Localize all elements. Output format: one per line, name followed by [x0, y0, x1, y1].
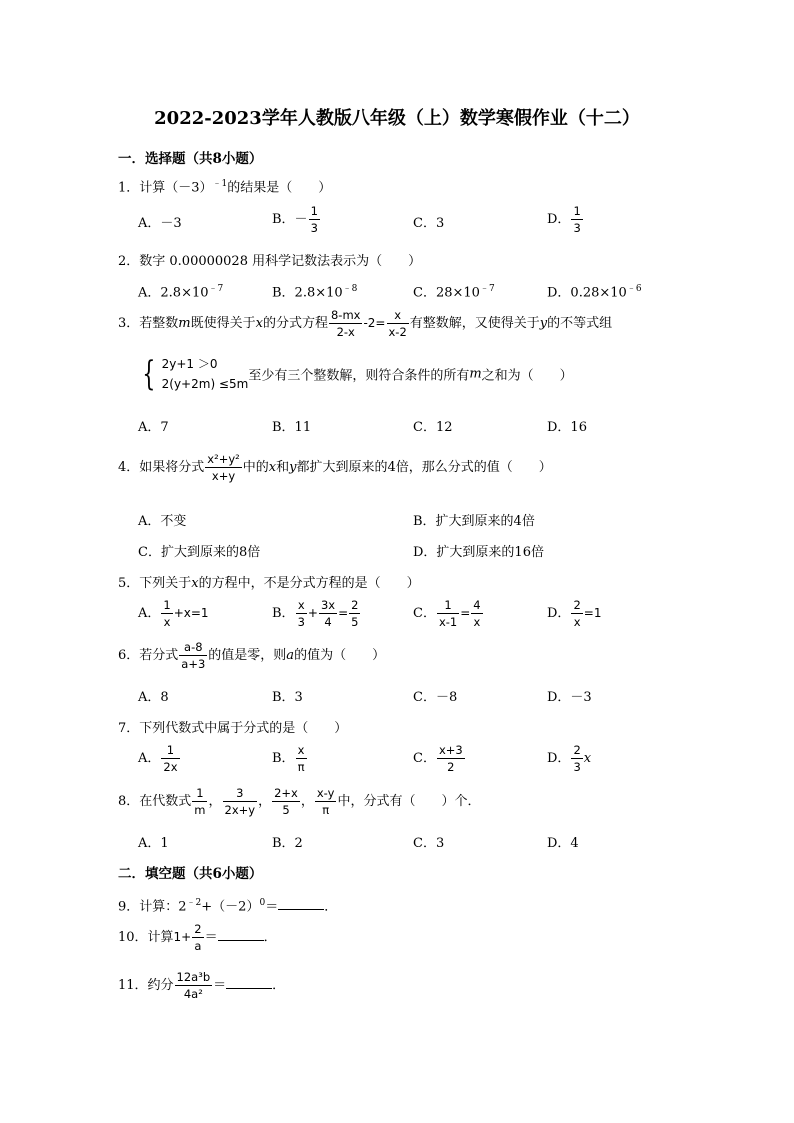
denominator: x-2	[388, 325, 407, 339]
inequality-1: 2y+1 ＞0	[161, 357, 218, 371]
question-6	[118, 640, 385, 671]
var-x: x	[191, 576, 199, 591]
question-1	[118, 176, 331, 195]
denominator: 3	[310, 221, 318, 235]
op: =	[338, 606, 349, 620]
q11-text-b: ＝	[213, 978, 227, 993]
q1-stem-b: 的结果是（ ）	[227, 180, 332, 196]
denominator: 5	[282, 803, 290, 817]
period: ．	[272, 978, 286, 993]
page-title: 2022-2023学年人教版八年级（上）数学寒假作业（十二）	[154, 108, 640, 129]
q10-text-a: 10．计算	[118, 930, 174, 945]
denominator: x	[163, 615, 171, 629]
var-y: y	[289, 460, 297, 475]
denominator: 2x	[163, 760, 178, 774]
answer-blank[interactable]	[218, 940, 264, 941]
q3-text-e: 的不等式组	[547, 316, 613, 331]
fraction	[571, 743, 582, 774]
q3-text-a: 3．若整数	[118, 316, 179, 331]
q2-option-c	[413, 281, 495, 300]
q6-text-b: 的值是零，则	[208, 648, 287, 663]
fraction	[437, 743, 465, 774]
op: =	[460, 606, 471, 620]
var-x: x	[583, 751, 592, 766]
q5-option-c	[413, 598, 484, 629]
q2-d-text: D．0.28×10	[547, 285, 627, 301]
q3-option-b: B．11	[272, 420, 312, 435]
q4-option-b: B．扩大到原来的4倍	[413, 514, 535, 529]
sep: ，	[300, 794, 314, 809]
q4-text-b: 中的	[242, 460, 269, 475]
sep: ，	[258, 794, 272, 809]
q5-text-a: 5．下列关于	[118, 576, 192, 591]
answer-blank[interactable]	[278, 909, 324, 910]
denominator: a+3	[181, 657, 206, 671]
fraction	[161, 598, 172, 629]
denominator: x	[573, 615, 581, 629]
q6-option-c: C．－8	[413, 690, 458, 705]
q5-option-a	[138, 598, 209, 629]
q11-text-a: 11．约分	[118, 978, 174, 993]
q2-option-d	[547, 281, 642, 300]
q9-text-c: ＝	[265, 899, 279, 915]
denominator: 5	[351, 615, 359, 629]
q4-text-d: 都扩大到原来的4倍，那么分式的值（ ）	[296, 460, 552, 475]
left-brace: {	[142, 354, 156, 394]
fraction	[192, 922, 203, 953]
question-8	[118, 786, 480, 817]
denominator: a	[194, 939, 202, 953]
q3-mid: -2=	[363, 316, 386, 330]
var-a: a	[286, 648, 295, 663]
question-11	[118, 970, 285, 1001]
fraction	[571, 598, 582, 629]
numerator: x²+y²	[207, 452, 240, 466]
q6-option-a: A．8	[138, 690, 169, 705]
denominator: 3	[297, 615, 305, 629]
period: ．	[324, 899, 338, 915]
q3-option-a: A．7	[138, 420, 169, 435]
question-3	[118, 308, 612, 339]
numerator: 4	[473, 598, 481, 612]
q1-option-a: A．－3	[138, 216, 182, 231]
q3-text-g: 之和为（ ）	[481, 368, 573, 384]
q4-text-a: 4．如果将分式	[118, 460, 205, 475]
fraction	[296, 598, 307, 629]
q2-c-text: C．28×10	[413, 285, 480, 301]
q5-option-d	[547, 598, 601, 629]
denominator: x+y	[211, 469, 236, 483]
q3-fraction-1	[329, 308, 362, 339]
question-10	[118, 922, 277, 953]
q9-exp-1: ﹣2	[186, 898, 202, 908]
q4-text-c: 和	[276, 460, 290, 475]
q1-exponent: ﹣1	[212, 179, 228, 189]
answer-blank[interactable]	[226, 988, 272, 989]
q3-fraction-2	[387, 308, 409, 339]
q3-option-c: C．12	[413, 420, 453, 435]
q4-fraction	[205, 452, 241, 483]
numerator: 3	[223, 786, 258, 802]
var-x: x	[255, 316, 263, 331]
denominator: π	[322, 803, 330, 817]
q1-option-b-label: B．－	[272, 212, 308, 227]
var-y: y	[539, 316, 548, 331]
denominator: 2x+y	[224, 803, 256, 817]
numerator: x	[387, 308, 409, 324]
question-2: 2．数字 0.00000028 用科学记数法表示为（ ）	[118, 254, 422, 269]
numerator: 2+x	[274, 786, 298, 800]
question-9	[118, 895, 337, 914]
q1-option-d-fraction	[571, 204, 582, 235]
numerator: 3x	[320, 598, 336, 612]
var-x: x	[268, 460, 277, 475]
period: ．	[263, 930, 277, 945]
fraction	[437, 598, 459, 629]
numerator: x	[296, 598, 307, 614]
q3-text-b: 既使得关于	[190, 316, 256, 331]
label: D．	[547, 751, 571, 766]
label: A．	[138, 606, 161, 621]
sep: ，	[208, 794, 222, 809]
rest: +x=1	[173, 606, 209, 620]
numerator: 2	[573, 598, 581, 612]
section-heading-fill: 二．填空题（共6小题）	[118, 866, 263, 882]
q6-text-c: 的值为（ ）	[294, 648, 386, 663]
numerator: 1	[310, 204, 318, 218]
numerator: 2	[351, 598, 359, 612]
denominator: 2	[447, 760, 455, 774]
q4-option-c: C．扩大到原来的8倍	[138, 545, 261, 560]
q3-option-d: D．16	[547, 420, 587, 435]
q6-fraction	[179, 640, 207, 671]
q1-option-d	[547, 204, 584, 235]
q5-option-b	[272, 598, 361, 629]
q6-option-d: D．－3	[547, 690, 592, 705]
q7-option-c	[413, 743, 466, 774]
numerator: 8-mx	[330, 308, 361, 322]
q3-text-d: 有整数解，又使得关于	[409, 316, 540, 331]
label: B．	[272, 606, 295, 621]
q4-option-d: D．扩大到原来的16倍	[413, 545, 544, 560]
q2-a-text: A．2.8×10	[138, 285, 209, 301]
var-m: m	[469, 366, 482, 382]
q9-exp-2: 0	[259, 898, 266, 908]
denominator: 4	[324, 615, 332, 629]
q2-b-text: B．2.8×10	[272, 285, 343, 301]
q1-stem-a: 1．计算（－3）	[118, 180, 213, 196]
inequality-2: 2(y+2m) ≤5m	[161, 377, 249, 391]
q8-text-a: 8．在代数式	[118, 794, 192, 809]
q8-option-a: A．1	[138, 836, 169, 851]
numerator: 2	[194, 922, 202, 936]
denominator: 3	[573, 760, 581, 774]
denominator: π	[297, 760, 305, 774]
var-m: m	[178, 316, 191, 331]
denominator: 3	[573, 221, 581, 235]
fraction	[315, 786, 337, 817]
denominator: x	[473, 615, 481, 629]
question-4	[118, 452, 552, 483]
fraction	[175, 970, 213, 1001]
q1-option-d-label: D．	[547, 212, 571, 227]
q9-text-a: 9．计算：2	[118, 899, 187, 915]
q1-option-c: C．3	[413, 216, 445, 231]
q5-text-b: 的方程中，不是分式方程的是（ ）	[198, 576, 420, 591]
numerator: 1	[161, 743, 179, 759]
fraction	[223, 786, 258, 817]
q7-option-b	[272, 743, 308, 774]
label: C．	[413, 751, 436, 766]
fraction	[349, 598, 360, 629]
q2-option-a	[138, 281, 223, 300]
numerator: 1	[573, 204, 581, 218]
q3-inequality-system-line	[138, 354, 573, 394]
fraction	[296, 743, 307, 774]
q1-option-b-fraction	[309, 204, 320, 235]
fraction	[161, 743, 179, 774]
question-5	[118, 572, 420, 591]
q2-a-exp: ﹣7	[208, 284, 224, 294]
label: C．	[413, 606, 436, 621]
fraction	[319, 598, 337, 629]
numerator: 1	[437, 598, 459, 614]
fraction	[471, 598, 482, 629]
question-7: 7．下列代数式中属于分式的是（ ）	[118, 721, 348, 736]
rest: =1	[583, 606, 602, 620]
q8-option-c: C．3	[413, 836, 445, 851]
inequality-system	[162, 354, 249, 394]
numerator: x	[296, 743, 307, 759]
section-heading-choice: 一．选择题（共8小题）	[118, 151, 263, 167]
q6-text-a: 6．若分式	[118, 648, 179, 663]
q8-text-b: 中，分式有（ ）个．	[337, 794, 481, 809]
q7-option-a	[138, 743, 181, 774]
q6-option-b: B．3	[272, 690, 303, 705]
numerator: 1	[192, 786, 207, 802]
q1-option-b	[272, 204, 321, 235]
numerator: x-y	[316, 786, 335, 800]
q8-option-b: B．2	[272, 836, 303, 851]
fraction	[272, 786, 300, 817]
numerator: a-8	[179, 640, 207, 656]
denominator: 2-x	[336, 325, 355, 339]
numerator: 12a³b	[176, 970, 211, 984]
q3-text-f: 至少有三个整数解，则符合条件的所有	[248, 368, 470, 384]
denominator: m	[194, 803, 206, 817]
q8-option-d: D．4	[547, 836, 579, 851]
q2-d-exp: ﹣6	[626, 284, 642, 294]
q7-option-d	[547, 743, 591, 774]
q9-text-b: +（－2）	[201, 899, 260, 915]
op: +	[307, 606, 318, 620]
q2-b-exp: ﹣8	[342, 284, 358, 294]
q10-pre: 1+	[173, 930, 192, 944]
denominator: x-1	[438, 615, 458, 629]
q4-option-a: A．不变	[138, 514, 187, 529]
fraction	[192, 786, 207, 817]
numerator: 2	[573, 743, 581, 757]
label: B．	[272, 751, 295, 766]
q2-option-b	[272, 281, 357, 300]
denominator: 4a²	[183, 987, 203, 1001]
numerator: x+3	[438, 743, 463, 757]
q10-text-b: ＝	[204, 930, 218, 945]
label: D．	[547, 606, 571, 621]
numerator: 1	[163, 598, 171, 612]
q2-c-exp: ﹣7	[479, 284, 495, 294]
label: A．	[138, 751, 161, 766]
q3-text-c: 的分式方程	[262, 316, 328, 331]
